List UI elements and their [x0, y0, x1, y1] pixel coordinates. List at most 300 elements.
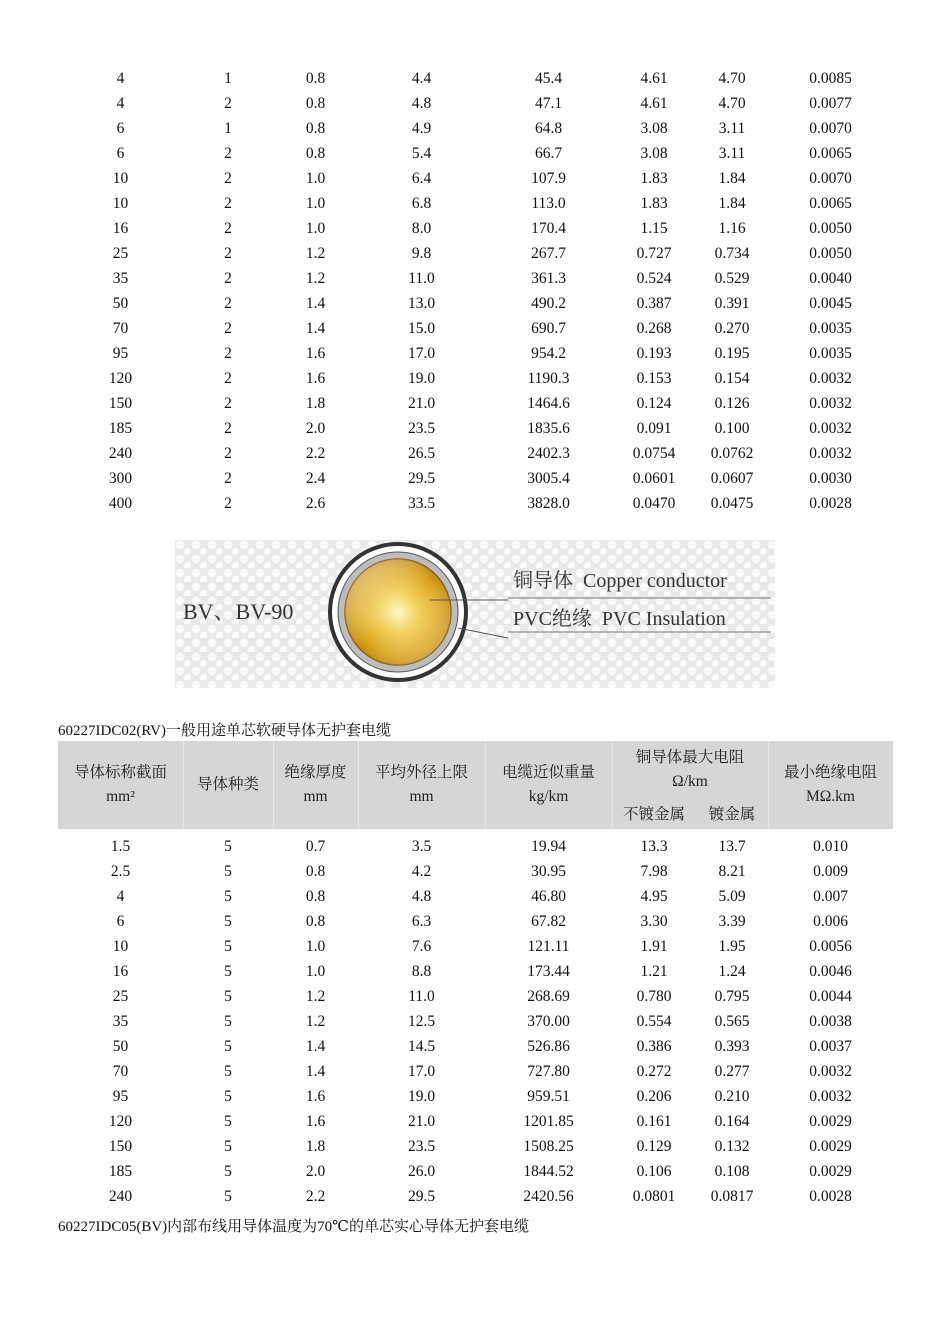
- table-cell: 21.0: [407, 1113, 436, 1130]
- table-cell: 1.83: [640, 195, 668, 212]
- table-cell: 185: [108, 420, 133, 437]
- table-cell: 21.0: [407, 395, 436, 412]
- header-conductor-class: [183, 773, 273, 797]
- table-rv-body: [58, 834, 893, 1209]
- table-cell: 3.30: [640, 913, 668, 930]
- table-cell: 23.5: [407, 1138, 436, 1155]
- header-approx-weight-label: 电缆近似重量: [501, 764, 595, 781]
- table-cell: 0.0065: [809, 195, 852, 212]
- table-cell: 23.5: [407, 420, 436, 437]
- table-cell: 2.4: [305, 470, 326, 487]
- table-cell: 33.5: [407, 495, 436, 512]
- table-cell: 0.006: [813, 913, 848, 930]
- table-row: [58, 66, 893, 91]
- table-cell: 0.268: [636, 320, 672, 337]
- table-cell: 0.0045: [809, 295, 852, 312]
- header-max-outer-diameter-label: 平均外径上限: [374, 764, 468, 781]
- table-cell: 0.0029: [809, 1163, 852, 1180]
- table-cell: 4.8: [411, 95, 432, 112]
- table-cell: 0.0817: [710, 1188, 754, 1205]
- header-min-insulation-resistance-label: 最小绝缘电阻: [783, 764, 877, 781]
- table-cell: 1.0: [305, 195, 326, 212]
- table-cell: 1.6: [305, 1113, 326, 1130]
- table-cell: 9.8: [411, 245, 432, 262]
- table-cell: 0.0607: [710, 470, 754, 487]
- header-max-outer-diameter: [358, 761, 485, 809]
- table-cell: 0.0028: [809, 495, 852, 512]
- insulation-label: PVC绝缘 PVC Insulation: [513, 608, 726, 630]
- table-cell: 0.0044: [809, 988, 852, 1005]
- table-cell: 6.4: [411, 170, 432, 187]
- table-cell: 0.161: [636, 1113, 672, 1130]
- table-cell: 35: [112, 1013, 129, 1030]
- table-cell: 1.2: [305, 1013, 326, 1030]
- header-cross-section-label: 导体标称截面: [73, 764, 167, 781]
- table-row: [58, 441, 893, 466]
- table-cell: 0.0028: [809, 1188, 852, 1205]
- table-row: [58, 909, 893, 934]
- table-cell: 4.4: [411, 70, 432, 87]
- cable-cross-section-figure: [175, 540, 775, 688]
- table-cell: 5: [224, 888, 232, 905]
- table-cell: 0.0032: [809, 445, 852, 462]
- table-cell: 3.5: [411, 838, 432, 855]
- table-cell: 1.0: [305, 938, 326, 955]
- table-cell: 0.524: [636, 270, 672, 287]
- table-cell: 170.4: [531, 220, 566, 237]
- table-cell: 0.0032: [809, 370, 852, 387]
- table-cell: 0.8: [305, 888, 326, 905]
- header-plain: [612, 803, 696, 827]
- table-cell: 5: [224, 1088, 232, 1105]
- cable-model-label: BV、BV-90: [183, 599, 294, 624]
- table-cell: 2: [224, 345, 232, 362]
- table-cell: 0.8: [305, 913, 326, 930]
- table-cell: 10: [112, 938, 129, 955]
- table-cell: 35: [112, 270, 129, 287]
- table-cell: 150: [108, 395, 133, 412]
- table-cell: 1.6: [305, 345, 326, 362]
- table-cell: 16: [112, 963, 129, 980]
- table-cell: 268.69: [527, 988, 570, 1005]
- table-cell: 0.007: [813, 888, 848, 905]
- header-coated: [696, 803, 768, 827]
- table-cell: 1844.52: [523, 1163, 574, 1180]
- table-cell: 0.0030: [809, 470, 852, 487]
- table-cell: 0.164: [714, 1113, 750, 1130]
- table-cell: 5: [224, 838, 232, 855]
- table-cell: 0.010: [813, 838, 848, 855]
- table-row: [58, 1109, 893, 1134]
- table-cell: 5: [224, 1063, 232, 1080]
- table-cell: 0.727: [636, 245, 672, 262]
- table-cell: 10: [112, 195, 129, 212]
- table-cell: 0.210: [714, 1088, 750, 1105]
- table-cell: 2: [224, 195, 232, 212]
- table-cell: 0.554: [636, 1013, 672, 1030]
- table-cell: 0.795: [714, 988, 750, 1005]
- table-row: [58, 1184, 893, 1209]
- table-cell: 2: [224, 220, 232, 237]
- table-cell: 1835.6: [527, 420, 570, 437]
- table-cell: 5: [224, 988, 232, 1005]
- table-cell: 0.277: [714, 1063, 750, 1080]
- table-cell: 0.565: [714, 1013, 750, 1030]
- table-cell: 0.7: [305, 838, 326, 855]
- table-cell: 47.1: [534, 95, 563, 112]
- table-bv-caption: 60227IDC05(BV)内部布线用导体温度为70℃的单芯实心导体无护套电缆: [58, 1219, 529, 1235]
- table-cell: 173.44: [527, 963, 570, 980]
- table-cell: 0.8: [305, 70, 326, 87]
- table-cell: 121.11: [527, 938, 570, 955]
- table-cell: 120: [108, 370, 133, 387]
- table-cell: 4.95: [640, 888, 668, 905]
- table-cell: 15.0: [407, 320, 436, 337]
- table-cell: 25: [112, 988, 129, 1005]
- table-cell: 400: [108, 495, 133, 512]
- table-cell: 4.70: [718, 70, 746, 87]
- table-cell: 0.0056: [809, 938, 852, 955]
- table-row: [58, 366, 893, 391]
- table-cell: 50: [112, 295, 129, 312]
- table-cell: 1.4: [305, 1038, 326, 1055]
- table-cell: 1.16: [718, 220, 746, 237]
- table-cell: 0.0035: [809, 345, 852, 362]
- table-cell: 0.091: [636, 420, 672, 437]
- table-row: [58, 1084, 893, 1109]
- table-cell: 7.6: [411, 938, 432, 955]
- table-cell: 4: [116, 95, 125, 112]
- header-max-resistance-unit: Ω/km: [672, 773, 708, 790]
- table-cell: 0.0475: [710, 495, 754, 512]
- table-cell: 0.0801: [632, 1188, 676, 1205]
- table-cell: 0.129: [636, 1138, 672, 1155]
- table-cell: 0.0046: [809, 963, 852, 980]
- header-insulation-thickness-label: 绝缘厚度: [284, 764, 347, 781]
- table-row: [58, 1159, 893, 1184]
- table-row: [58, 316, 893, 341]
- table-cell: 3828.0: [527, 495, 570, 512]
- table-cell: 361.3: [531, 270, 566, 287]
- table-row: [58, 1034, 893, 1059]
- table-cell: 0.0070: [809, 170, 852, 187]
- table-cell: 4: [116, 888, 125, 905]
- table-cell: 4.2: [411, 863, 432, 880]
- table-row: [58, 266, 893, 291]
- table-cell: 0.153: [636, 370, 672, 387]
- table-cell: 1.0: [305, 963, 326, 980]
- table-cell: 2.2: [305, 445, 326, 462]
- table-cell: 70: [112, 1063, 129, 1080]
- table-cell: 2: [224, 320, 232, 337]
- table-cell: 1.4: [305, 320, 326, 337]
- table-cell: 490.2: [531, 295, 566, 312]
- table-cell: 240: [108, 445, 133, 462]
- table-cell: 1190.3: [527, 370, 570, 387]
- table-row: [58, 241, 893, 266]
- table-row: [58, 91, 893, 116]
- table-cell: 2.0: [305, 420, 326, 437]
- table-cell: 0.124: [636, 395, 672, 412]
- table-cell: 13.3: [640, 838, 668, 855]
- table-cell: 0.0029: [809, 1113, 852, 1130]
- table-cell: 6: [116, 145, 125, 162]
- table-cell: 2: [224, 145, 232, 162]
- table-cell: 0.0070: [809, 120, 852, 137]
- table-cell: 4.70: [718, 95, 746, 112]
- table-cell: 19.0: [407, 370, 436, 387]
- table-row: [58, 466, 893, 491]
- header-max-outer-diameter-unit: mm: [409, 788, 434, 805]
- table-cell: 0.100: [714, 420, 750, 437]
- table-cell: 19.94: [531, 838, 566, 855]
- table-cell: 0.0038: [809, 1013, 852, 1030]
- table-cell: 0.0029: [809, 1138, 852, 1155]
- table-cell: 8.8: [411, 963, 432, 980]
- table-cell: 5.09: [718, 888, 746, 905]
- header-cross-section: [58, 761, 183, 809]
- table-cell: 13.0: [407, 295, 436, 312]
- table-cell: 1.4: [305, 295, 326, 312]
- table-rv-caption: 60227IDC02(RV)一般用途单芯软硬导体无护套电缆: [58, 723, 391, 739]
- table-cell: 2420.56: [523, 1188, 574, 1205]
- table-cell: 113.0: [531, 195, 566, 212]
- table-cell: 0.0040: [809, 270, 852, 287]
- table-cell: 1.24: [718, 963, 746, 980]
- table-cell: 1.95: [718, 938, 746, 955]
- table-row: [58, 1134, 893, 1159]
- table-row: [58, 934, 893, 959]
- table-cell: 0.0032: [809, 1063, 852, 1080]
- header-max-resistance: [612, 746, 768, 794]
- table-cell: 1464.6: [527, 395, 570, 412]
- table-cell: 2: [224, 395, 232, 412]
- table-cell: 4.8: [411, 888, 432, 905]
- table-cell: 6.8: [411, 195, 432, 212]
- table-cell: 0.8: [305, 863, 326, 880]
- table-cell: 5: [224, 938, 232, 955]
- table-bv-continued: [58, 66, 893, 516]
- table-cell: 0.780: [636, 988, 672, 1005]
- table-cell: 526.86: [527, 1038, 570, 1055]
- table-cell: 1.6: [305, 370, 326, 387]
- table-cell: 4.61: [640, 95, 668, 112]
- table-cell: 6: [116, 120, 125, 137]
- table-cell: 1.8: [305, 1138, 326, 1155]
- table-cell: 0.0032: [809, 1088, 852, 1105]
- table-cell: 2402.3: [527, 445, 570, 462]
- table-row: [58, 191, 893, 216]
- table-row: [58, 166, 893, 191]
- table-cell: 1: [224, 120, 232, 137]
- table-cell: 370.00: [527, 1013, 570, 1030]
- table-cell: 0.106: [636, 1163, 672, 1180]
- table-cell: 2: [224, 370, 232, 387]
- table-cell: 5: [224, 1138, 232, 1155]
- table-row: [58, 216, 893, 241]
- table-cell: 300: [108, 470, 133, 487]
- table-cell: 0.0032: [809, 395, 852, 412]
- table-cell: 0.387: [636, 295, 672, 312]
- table-cell: 1.4: [305, 1063, 326, 1080]
- table-cell: 5: [224, 963, 232, 980]
- table-cell: 2: [224, 245, 232, 262]
- table-cell: 0.386: [636, 1038, 672, 1055]
- header-min-insulation-resistance-unit: MΩ.km: [806, 788, 855, 805]
- header-max-resistance-label: 铜导体最大电阻: [635, 749, 745, 766]
- table-cell: 954.2: [531, 345, 566, 362]
- table-cell: 0.0065: [809, 145, 852, 162]
- table-cell: 1.15: [640, 220, 668, 237]
- table-cell: 64.8: [534, 120, 563, 137]
- table-cell: 2.2: [305, 1188, 326, 1205]
- table-cell: 8.21: [718, 863, 746, 880]
- table-cell: 7.98: [640, 863, 668, 880]
- table-cell: 8.0: [411, 220, 432, 237]
- table-cell: 14.5: [407, 1038, 436, 1055]
- table-cell: 1.6: [305, 1088, 326, 1105]
- table-cell: 0.734: [714, 245, 750, 262]
- table-cell: 0.108: [714, 1163, 750, 1180]
- table-cell: 2: [224, 495, 232, 512]
- header-conductor-class-label: 导体种类: [196, 776, 259, 793]
- table-cell: 0.195: [714, 345, 750, 362]
- table-row: [58, 1059, 893, 1084]
- table-cell: 120: [108, 1113, 133, 1130]
- table-cell: 26.0: [407, 1163, 436, 1180]
- table-cell: 0.0085: [809, 70, 852, 87]
- table-cell: 29.5: [407, 1188, 436, 1205]
- table-cell: 0.0032: [809, 420, 852, 437]
- table-cell: 5: [224, 863, 232, 880]
- table-cell: 0.0754: [632, 445, 676, 462]
- table-cell: 2: [224, 470, 232, 487]
- table-cell: 2: [224, 95, 232, 112]
- table-cell: 0.193: [636, 345, 672, 362]
- table-cell: 1201.85: [523, 1113, 574, 1130]
- table-row: [58, 416, 893, 441]
- table-cell: 3.08: [640, 120, 668, 137]
- table-cell: 95: [112, 345, 129, 362]
- table-cell: 5: [224, 1163, 232, 1180]
- table-cell: 19.0: [407, 1088, 436, 1105]
- table-cell: 2: [224, 170, 232, 187]
- table-cell: 1.91: [640, 938, 668, 955]
- table-cell: 0.126: [714, 395, 750, 412]
- table-cell: 4.9: [411, 120, 432, 137]
- header-min-insulation-resistance: [768, 761, 893, 809]
- table-cell: 13.7: [718, 838, 746, 855]
- table-cell: 0.8: [305, 95, 326, 112]
- table-cell: 6: [116, 913, 125, 930]
- table-cell: 1.2: [305, 245, 326, 262]
- table-cell: 0.393: [714, 1038, 750, 1055]
- table-cell: 0.0035: [809, 320, 852, 337]
- table-cell: 95: [112, 1088, 129, 1105]
- table-row: [58, 884, 893, 909]
- header-cross-section-unit: mm²: [106, 788, 135, 805]
- table-cell: 0.132: [714, 1138, 750, 1155]
- table-cell: 2.5: [110, 863, 131, 880]
- table-cell: 26.5: [407, 445, 436, 462]
- table-row: [58, 141, 893, 166]
- table-row: [58, 391, 893, 416]
- table-cell: 0.0601: [632, 470, 676, 487]
- table-cell: 70: [112, 320, 129, 337]
- table-cell: 3.39: [718, 913, 746, 930]
- table-cell: 10: [112, 170, 129, 187]
- table-cell: 2: [224, 295, 232, 312]
- table-cell: 5: [224, 1038, 232, 1055]
- table-cell: 3.08: [640, 145, 668, 162]
- table-cell: 1.5: [110, 838, 131, 855]
- table-cell: 66.7: [534, 145, 563, 162]
- table-cell: 4.61: [640, 70, 668, 87]
- table-cell: 0.529: [714, 270, 750, 287]
- table-row: [58, 859, 893, 884]
- conductor-label: 铜导体 Copper conductor: [513, 570, 727, 592]
- table-cell: 4: [116, 70, 125, 87]
- table-cell: 17.0: [407, 345, 436, 362]
- table-row: [58, 116, 893, 141]
- table-cell: 12.5: [407, 1013, 436, 1030]
- table-cell: 150: [108, 1138, 133, 1155]
- table-cell: 16: [112, 220, 129, 237]
- table-cell: 690.7: [531, 320, 566, 337]
- header-approx-weight-unit: kg/km: [528, 788, 569, 805]
- table-row: [58, 984, 893, 1009]
- table-row: [58, 291, 893, 316]
- table-cell: 5: [224, 1188, 232, 1205]
- table-cell: 107.9: [531, 170, 566, 187]
- header-insulation-thickness: [273, 761, 358, 809]
- table-cell: 0.154: [714, 370, 750, 387]
- table-cell: 0.0470: [632, 495, 676, 512]
- table-cell: 25: [112, 245, 129, 262]
- table-cell: 1.84: [718, 195, 746, 212]
- table-rv-header: [58, 741, 893, 829]
- table-cell: 1.2: [305, 270, 326, 287]
- table-cell: 0.272: [636, 1063, 672, 1080]
- conductor-sheen: [345, 559, 451, 665]
- table-cell: 0.0762: [710, 445, 754, 462]
- table-row: [58, 491, 893, 516]
- table-cell: 50: [112, 1038, 129, 1055]
- table-cell: 2: [224, 420, 232, 437]
- table-cell: 11.0: [408, 270, 435, 287]
- header-approx-weight: [485, 761, 612, 809]
- table-row: [58, 1009, 893, 1034]
- table-cell: 0.8: [305, 145, 326, 162]
- table-cell: 3005.4: [527, 470, 570, 487]
- table-cell: 0.009: [813, 863, 848, 880]
- table-cell: 0.391: [714, 295, 750, 312]
- table-cell: 1508.25: [523, 1138, 574, 1155]
- table-cell: 1.2: [305, 988, 326, 1005]
- table-cell: 3.11: [718, 120, 746, 137]
- table-cell: 46.80: [531, 888, 566, 905]
- table-cell: 5: [224, 913, 232, 930]
- table-cell: 11.0: [408, 988, 435, 1005]
- table-row: [58, 834, 893, 859]
- table-cell: 5: [224, 1113, 232, 1130]
- table-cell: 5: [224, 1013, 232, 1030]
- table-cell: 1.84: [718, 170, 746, 187]
- table-cell: 267.7: [531, 245, 566, 262]
- table-cell: 2: [224, 445, 232, 462]
- table-cell: 959.51: [527, 1088, 570, 1105]
- header-plain-label: 不镀金属: [622, 806, 685, 823]
